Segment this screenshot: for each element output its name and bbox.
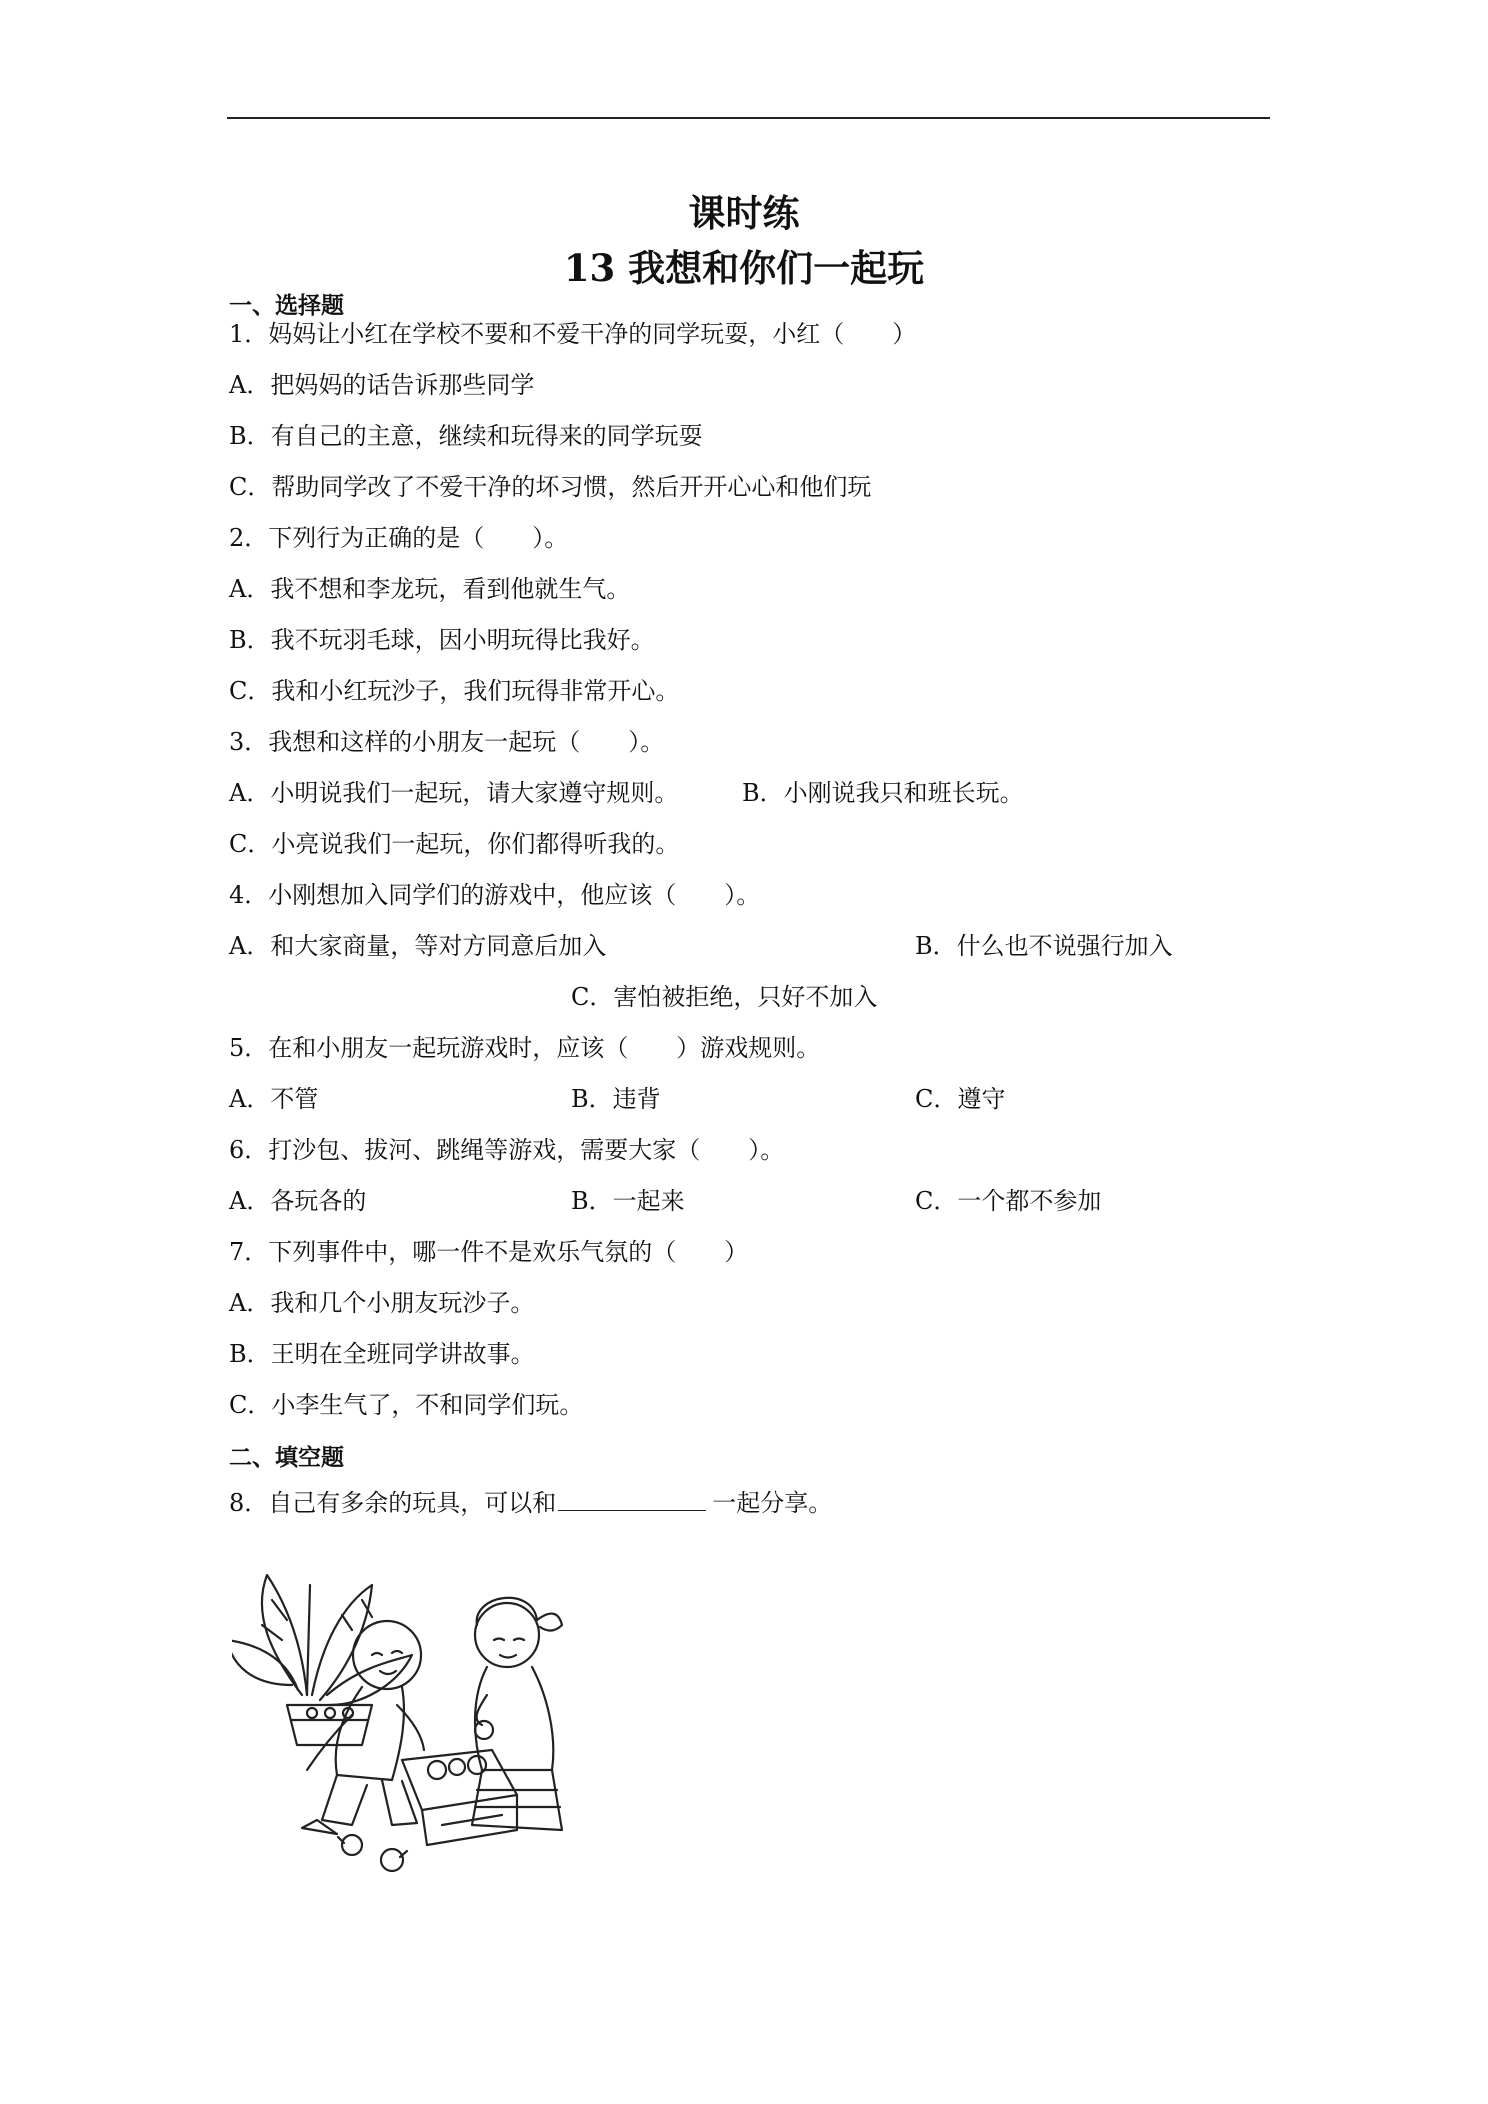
question-5-option-b: B．违背: [571, 1085, 661, 1113]
page-title: 课时练: [688, 191, 800, 235]
question-4-stem: 4．小刚想加入同学们的游戏中，他应该（ ）。: [229, 881, 761, 909]
question-1-option-b: B．有自己的主意，继续和玩得来的同学玩耍: [229, 422, 703, 450]
lesson-title: 13 我想和你们一起玩: [563, 246, 925, 290]
question-1-option-a: A．把妈妈的话告诉那些同学: [229, 371, 535, 399]
question-5-stem: 5．在和小朋友一起玩游戏时，应该（ ）游戏规则。: [229, 1034, 821, 1062]
boy-icon: [302, 1621, 424, 1834]
section-heading-fill: 二、填空题: [229, 1445, 344, 1471]
question-8-text-after: 一起分享。: [712, 1489, 833, 1517]
plant-icon: [232, 1575, 412, 1745]
question-3-option-b: B．小刚说我只和班长玩。: [742, 779, 1024, 807]
question-5-option-c: C．遵守: [915, 1085, 1006, 1113]
question-2-option-b: B．我不玩羽毛球，因小明玩得比我好。: [229, 626, 655, 654]
question-4-option-b: B．什么也不说强行加入: [915, 932, 1173, 960]
question-3-option-c: C．小亮说我们一起玩，你们都得听我的。: [229, 830, 680, 858]
toy-box-icon: [338, 1750, 517, 1871]
children-sharing-toys-illustration: [232, 1545, 630, 1885]
question-2-option-a: A．我不想和李龙玩，看到他就生气。: [229, 575, 631, 603]
question-4-option-c: C．害怕被拒绝，只好不加入: [571, 983, 878, 1011]
question-7-stem: 7．下列事件中，哪一件不是欢乐气氛的（ ）: [229, 1238, 749, 1266]
question-7-option-c: C．小李生气了，不和同学们玩。: [229, 1391, 584, 1419]
question-8-text-before: 8．自己有多余的玩具，可以和: [229, 1489, 557, 1517]
question-6-option-a: A．各玩各的: [229, 1187, 367, 1215]
question-3-stem: 3．我想和这样的小朋友一起玩（ ）。: [229, 728, 665, 756]
question-7-option-a: A．我和几个小朋友玩沙子。: [229, 1289, 535, 1317]
question-6-option-b: B．一起来: [571, 1187, 685, 1215]
question-5-option-a: A．不管: [229, 1085, 319, 1113]
question-3-option-a: A．小明说我们一起玩，请大家遵守规则。: [229, 779, 679, 807]
section-heading-choice: 一、选择题: [229, 293, 344, 319]
answer-blank[interactable]: [558, 1486, 706, 1511]
header-rule: [227, 117, 1270, 119]
question-2-stem: 2．下列行为正确的是（ ）。: [229, 524, 569, 552]
question-6-stem: 6．打沙包、拔河、跳绳等游戏，需要大家（ ）。: [229, 1136, 785, 1164]
question-1-stem: 1．妈妈让小红在学校不要和不爱干净的同学玩耍，小红（ ）: [229, 320, 917, 348]
question-8: [229, 1486, 832, 1518]
question-1-option-c: C．帮助同学改了不爱干净的坏习惯，然后开开心心和他们玩: [229, 473, 872, 501]
question-7-option-b: B．王明在全班同学讲故事。: [229, 1340, 535, 1368]
question-2-option-c: C．我和小红玩沙子，我们玩得非常开心。: [229, 677, 680, 705]
question-6-option-c: C．一个都不参加: [915, 1187, 1102, 1215]
question-4-option-a: A．和大家商量，等对方同意后加入: [229, 932, 607, 960]
